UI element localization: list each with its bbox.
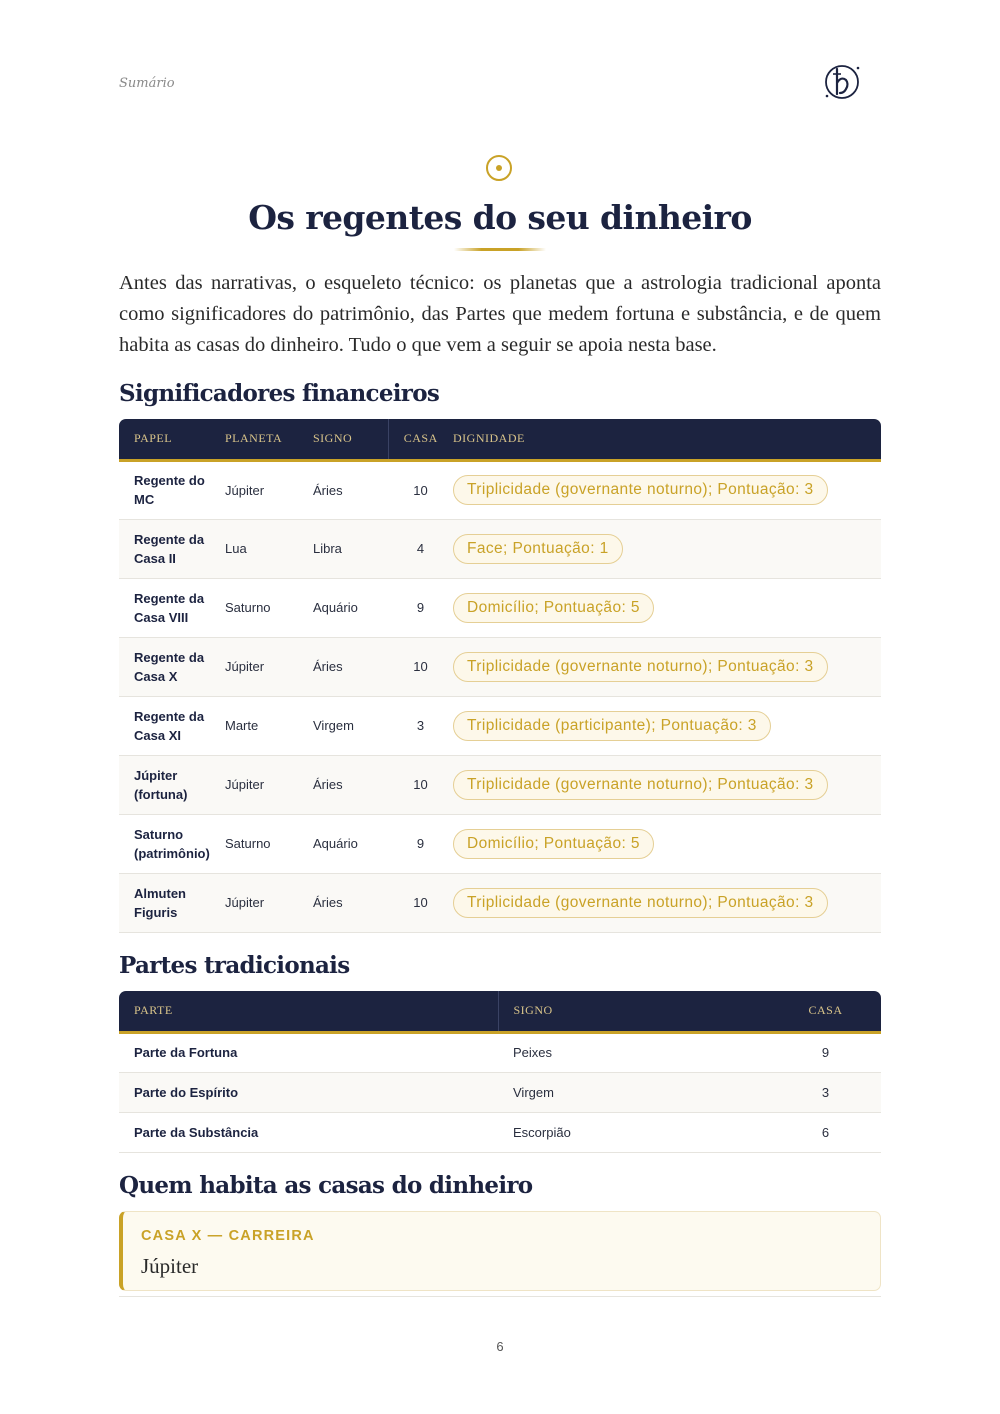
cell-papel: Regente do MC [119, 460, 225, 519]
cell-casa: 10 [388, 460, 453, 519]
dignity-badge: Triplicidade (governante noturno); Pontuação: 3 [453, 888, 828, 918]
astrology-logo-icon [820, 60, 864, 104]
cell-signo: Áries [313, 637, 388, 696]
cell-signo: Escorpião [498, 1112, 770, 1152]
table-header-row [119, 991, 881, 1032]
column-header-parte: PARTE [119, 991, 498, 1032]
cell-casa: 6 [770, 1112, 881, 1152]
section-title-casas: Quem habita as casas do dinheiro [119, 1172, 533, 1199]
house-card-label: CASA X — CARREIRA [141, 1228, 315, 1244]
dignity-badge: Domicílio; Pontuação: 5 [453, 593, 654, 623]
column-header-signo: SIGNO [498, 991, 770, 1032]
table-row [119, 873, 881, 932]
cell-dignidade [453, 637, 881, 696]
cell-signo: Áries [313, 873, 388, 932]
cell-planeta: Júpiter [225, 755, 313, 814]
cell-planeta: Saturno [225, 814, 313, 873]
dignity-badge: Triplicidade (participante); Pontuação: 3 [453, 711, 771, 741]
cell-dignidade [453, 578, 881, 637]
section-label: Sumário [119, 76, 175, 91]
table-row [119, 637, 881, 696]
cell-dignidade [453, 696, 881, 755]
cell-planeta: Júpiter [225, 637, 313, 696]
cell-papel: Regente da Casa X [119, 637, 225, 696]
column-header-planeta: PLANETA [225, 419, 313, 460]
cell-signo: Aquário [313, 814, 388, 873]
table-header-row [119, 419, 881, 460]
intro-paragraph: Antes das narrativas, o esqueleto técnico: os planetas que a astrologia tradicional aponta como significadores do patrimônio, das Partes que medem fortuna e substância, e de quem habita as casas do dinheiro. Tudo o que vem a seguir se apoia nesta base. [119, 272, 881, 356]
section-title-partes: Partes tradicionais [119, 952, 350, 979]
cell-dignidade [453, 460, 881, 519]
column-header-papel: PAPEL [119, 419, 225, 460]
column-header-casa: CASA [388, 419, 453, 460]
table-row [119, 519, 881, 578]
table-row [119, 1032, 881, 1072]
cell-casa: 10 [388, 755, 453, 814]
cell-papel: Almuten Figuris [119, 873, 225, 932]
significadores-table [119, 419, 881, 933]
column-header-casa: CASA [770, 991, 881, 1032]
cell-dignidade [453, 814, 881, 873]
cell-signo: Virgem [498, 1072, 770, 1112]
cell-casa: 9 [388, 578, 453, 637]
table-row [119, 696, 881, 755]
house-card-value: Júpiter [141, 1254, 199, 1278]
cell-signo: Áries [313, 460, 388, 519]
house-card [119, 1211, 881, 1291]
table-row [119, 578, 881, 637]
page-title: Os regentes do seu dinheiro [248, 198, 752, 237]
cell-dignidade [453, 755, 881, 814]
column-header-signo: SIGNO [313, 419, 388, 460]
sun-symbol-icon [484, 153, 514, 183]
table-row [119, 755, 881, 814]
cell-papel: Saturno (patrimônio) [119, 814, 225, 873]
table-row [119, 1072, 881, 1112]
partes-table [119, 991, 881, 1153]
divider [119, 1296, 881, 1297]
dignity-badge: Triplicidade (governante noturno); Pontuação: 3 [453, 475, 828, 505]
cell-planeta: Saturno [225, 578, 313, 637]
cell-parte: Parte do Espírito [119, 1072, 498, 1112]
cell-signo: Libra [313, 519, 388, 578]
cell-planeta: Marte [225, 696, 313, 755]
cell-planeta: Júpiter [225, 460, 313, 519]
cell-signo: Áries [313, 755, 388, 814]
dignity-badge: Face; Pontuação: 1 [453, 534, 623, 564]
cell-casa: 9 [770, 1032, 881, 1072]
title-underline [454, 248, 546, 251]
table-row [119, 460, 881, 519]
cell-parte: Parte da Fortuna [119, 1032, 498, 1072]
cell-signo: Virgem [313, 696, 388, 755]
cell-papel: Regente da Casa II [119, 519, 225, 578]
cell-planeta: Júpiter [225, 873, 313, 932]
cell-parte: Parte da Substância [119, 1112, 498, 1152]
cell-papel: Regente da Casa XI [119, 696, 225, 755]
cell-papel: Júpiter (fortuna) [119, 755, 225, 814]
dignity-badge: Domicílio; Pontuação: 5 [453, 829, 654, 859]
table-row [119, 814, 881, 873]
cell-dignidade [453, 873, 881, 932]
cell-casa: 3 [770, 1072, 881, 1112]
cell-signo: Aquário [313, 578, 388, 637]
section-title-significadores: Significadores financeiros [119, 380, 440, 407]
dignity-badge: Triplicidade (governante noturno); Pontuação: 3 [453, 652, 828, 682]
cell-casa: 3 [388, 696, 453, 755]
cell-casa: 10 [388, 637, 453, 696]
cell-casa: 4 [388, 519, 453, 578]
dignity-badge: Triplicidade (governante noturno); Pontuação: 3 [453, 770, 828, 800]
cell-casa: 9 [388, 814, 453, 873]
cell-casa: 10 [388, 873, 453, 932]
cell-planeta: Lua [225, 519, 313, 578]
cell-dignidade [453, 519, 881, 578]
cell-papel: Regente da Casa VIII [119, 578, 225, 637]
page-number: 6 [496, 1339, 504, 1354]
column-header-dignidade: DIGNIDADE [453, 419, 881, 460]
table-row [119, 1112, 881, 1152]
cell-signo: Peixes [498, 1032, 770, 1072]
